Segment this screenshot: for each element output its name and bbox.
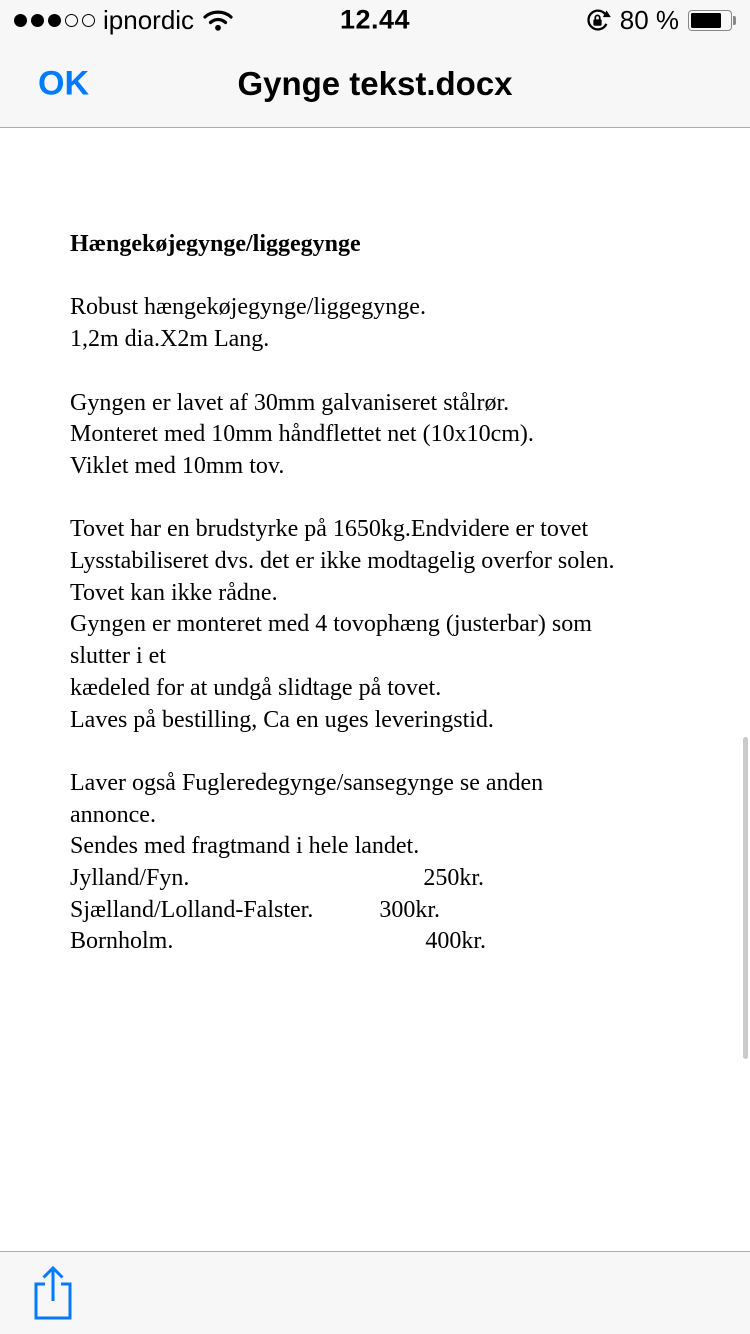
- document-line: annonce.: [70, 801, 156, 828]
- status-bar-right: [584, 5, 736, 36]
- signal-dot-empty: [65, 14, 78, 27]
- blank-line: [70, 261, 750, 293]
- scrollbar-thumb[interactable]: [743, 737, 748, 1059]
- document-line: Gyngen er monteret med 4 tovophæng (justerbar) som: [70, 611, 592, 638]
- document-line: Sjælland/Lolland-Falster. 300kr.: [70, 896, 440, 923]
- ok-button[interactable]: OK: [38, 64, 89, 102]
- document-line: Jylland/Fyn. 250kr.: [70, 865, 485, 892]
- document-heading: Hængekøjegynge/liggegynge: [70, 231, 361, 257]
- signal-dot-filled: [31, 14, 44, 27]
- status-time: 12.44: [339, 4, 411, 35]
- document-line: Lysstabiliseret dvs. det er ikke modtagelig overfor solen.: [70, 548, 615, 575]
- battery-icon: [688, 10, 736, 31]
- document-line: slutter i et: [70, 643, 166, 670]
- document-line: Monteret med 10mm håndflettet net (10x10cm).: [70, 421, 534, 448]
- document-line: kædeled for at undgå slidtage på tovet.: [70, 674, 442, 701]
- signal-dot-filled: [14, 14, 27, 27]
- document-line: Laver også Fugleredegynge/sansegynge se anden: [70, 769, 544, 796]
- document-line: Gyngen er lavet af 30mm galvaniseret stålrør.: [70, 389, 510, 416]
- bottom-toolbar: [0, 1251, 750, 1334]
- blank-line: [70, 356, 750, 388]
- signal-dot-filled: [48, 14, 61, 27]
- document-line: Tovet kan ikke rådne.: [70, 579, 278, 606]
- share-icon: [30, 1264, 76, 1322]
- document-line: 1,2m dia.X2m Lang.: [70, 326, 270, 353]
- battery-fill: [691, 13, 721, 28]
- wifi-icon: [202, 8, 234, 32]
- signal-strength-icon: [14, 14, 95, 27]
- document-viewer[interactable]: [0, 129, 750, 1250]
- document-title: Gynge tekst.docx: [237, 64, 513, 102]
- blank-line: [70, 483, 750, 515]
- carrier-label: ipnordic: [103, 4, 195, 35]
- signal-dot-empty: [82, 14, 95, 27]
- document-line: Sendes med fragtmand i hele landet.: [70, 833, 420, 860]
- nav-bar: [0, 40, 750, 128]
- document-line: Robust hængekøjegynge/liggegynge.: [70, 294, 426, 321]
- document-line: Tovet har en brudstyrke på 1650kg.Endvidere er tovet: [70, 516, 589, 543]
- status-bar: [0, 0, 750, 40]
- blank-line: [70, 736, 750, 768]
- document-line: Viklet med 10mm tov.: [70, 452, 285, 479]
- document-line: Bornholm. 400kr.: [70, 928, 487, 955]
- document-line: Laves på bestilling, Ca en uges leveringstid.: [70, 706, 494, 733]
- battery-percentage: 80 %: [619, 4, 679, 35]
- status-bar-left: [14, 5, 234, 36]
- share-button[interactable]: [30, 1264, 76, 1322]
- rotation-lock-icon: [584, 7, 611, 34]
